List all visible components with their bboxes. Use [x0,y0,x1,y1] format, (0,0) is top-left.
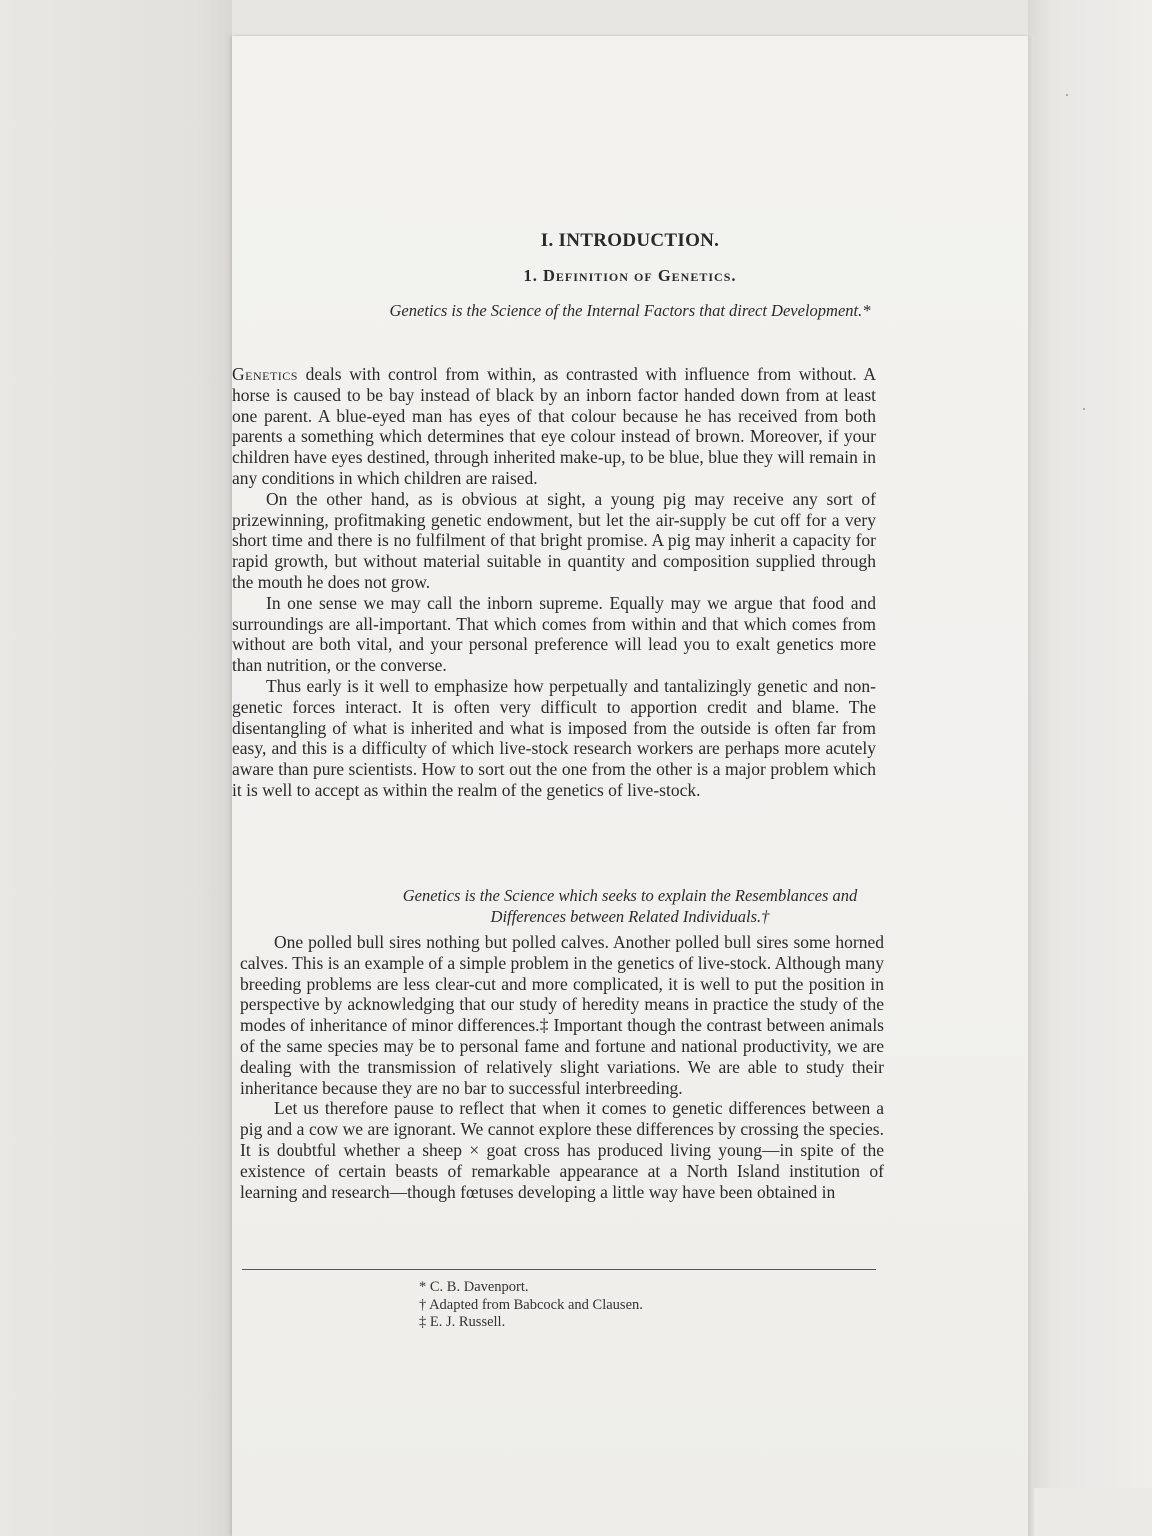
footnote: * C. B. Davenport. [419,1279,529,1295]
footnotes [419,1279,643,1332]
paragraph: Let us therefore pause to reflect that when it comes to genetic differences between a pig and a cow we are ignorant. We cannot explore these differences by crossing the species. It is doubtful whether a sheep × goat cross has produced living young—in spite of the existence of certain beasts of remarkable appearance at a North Island institution of learning and research—though fœtuses developing a little way have been obtained in [240,1098,884,1202]
footnote-divider [242,1269,876,1270]
paragraph-lead-word: Genetics [232,364,298,384]
dust-speck [1083,408,1085,410]
dust-speck [1066,94,1068,96]
subheading-resemblances [232,886,1028,927]
subheading-definition: Genetics is the Science of the Internal Factors that direct Development.* [389,301,871,320]
body-text-block-2 [240,932,884,1202]
paragraph: Thus early is it well to emphasize how perpetually and tantalizingly genetic and non-genetic forces interact. It is often very difficult to apportion credit and blame. The disentangling of what is inherited and what is imposed from the outside is often far from easy, and this is a difficulty of which live-stock research workers are perhaps more acutely aware than pure scientists. How to sort out the one from the other is a major problem which it is well to accept as within the realm of the genetics of live-stock. [232,675,876,800]
page-edge [1028,36,1034,1536]
body-text-block-1 [232,364,876,801]
table-background-bottom [1028,1488,1152,1536]
subheading-line: Genetics is the Science which seeks to explain the Resemblances and [402,886,858,905]
footnote: † Adapted from Babcock and Clausen. [419,1296,643,1313]
table-background-right [1028,0,1152,1536]
book-page [232,36,1028,1536]
paragraph: On the other hand, as is obvious at sight, a young pig may receive any sort of prizewinning, profitmaking genetic endowment, but let the air-supply be cut off for a very short time and there is no fulfilment of that bright promise. A pig may inherit a capacity for rapid growth, but without material suitable in quantity and composition supplied through the mouth he does not grow. [232,488,876,592]
table-background-left [0,0,232,1536]
paragraph: In one sense we may call the inborn supreme. Equally may we argue that food and surroundings are all-important. That which comes from within and that which comes from without are both vital, and your personal preference will lead you to exalt genetics more than nutrition, or the converse. [232,592,876,676]
section-title: 1. Definition of Genetics. [523,266,737,285]
chapter-title: I. INTRODUCTION. [540,230,720,251]
paragraph-text: deals with control from within, as contrasted with influence from without. A horse is caused to be bay instead of black by an inborn factor handed down from at least one parent. A blue-eyed man has eyes of that colour because he has received from both parents a something which determines that eye colour instead of brown. Moreover, if your children have eyes destined, through inherited make-up, to be blue, blue they will remain in any conditions in which children are raised. [232,364,876,488]
subheading-line: Differences between Related Individuals.† [490,906,770,926]
footnote: ‡ E. J. Russell. [419,1314,506,1330]
paragraph: One polled bull sires nothing but polled calves. Another polled bull sires some horned calves. This is an example of a simple problem in the genetics of live-stock. Although many breeding problems are less clear-cut and more complicated, it is well to put the position in perspective by acknowledging that our study of heredity means in practice the study of the modes of inheritance of minor differences.‡ Important though the contrast between animals of the same species may be to personal fame and fortune and national productivity, we are dealing with the transmission of relatively slight variations. We are able to study their inheritance because they are no bar to successful interbreeding. [240,932,884,1098]
paragraph [232,364,876,489]
